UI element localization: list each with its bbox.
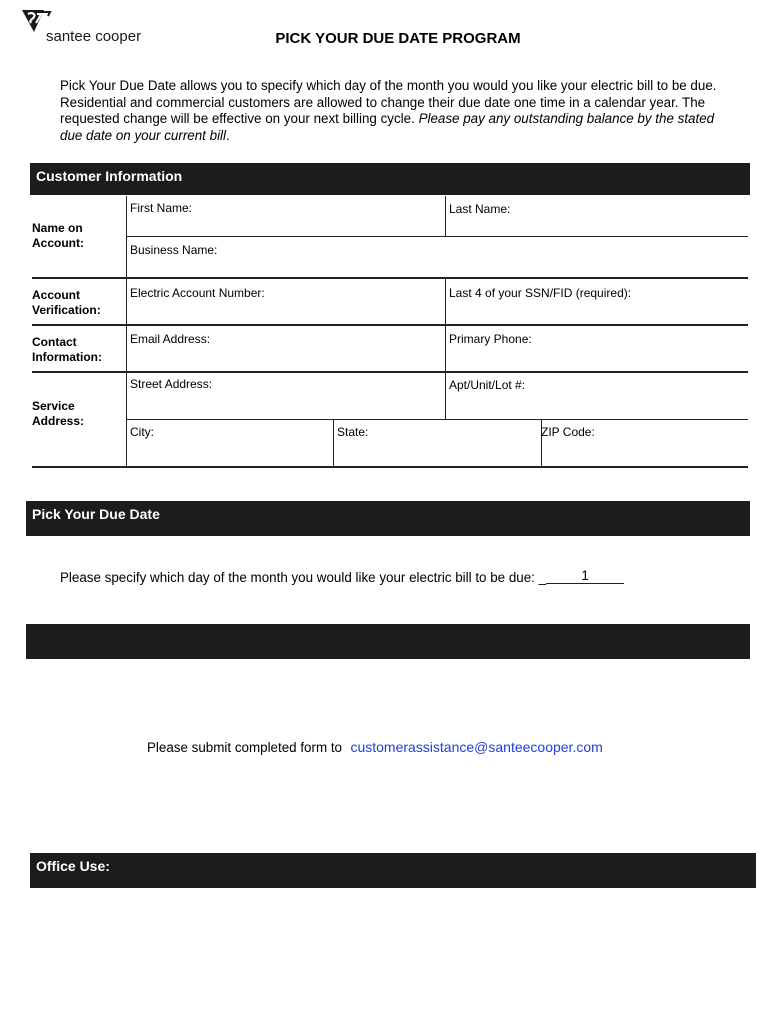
office-use-header — [30, 853, 756, 888]
email-address-field[interactable]: Email Address: — [130, 332, 211, 346]
due-date-prompt: Please specify which day of the month you would like your electric bill to be due: _ — [60, 570, 547, 585]
due-date-header — [26, 501, 750, 536]
submit-email-link[interactable]: customerassistance@santeecooper.com — [350, 739, 603, 755]
business-name-field[interactable]: Business Name: — [130, 243, 218, 257]
last-name-field[interactable]: Last Name: — [449, 202, 511, 216]
city-field[interactable]: City: — [130, 425, 154, 439]
ssn-last4-field[interactable]: Last 4 of your SSN/FID (required): — [449, 286, 632, 300]
submit-row — [147, 739, 603, 757]
service-address-label: Service Address: — [32, 399, 85, 428]
intro-paragraph — [60, 78, 720, 144]
electric-account-number-field[interactable]: Electric Account Number: — [130, 286, 265, 300]
primary-phone-field[interactable]: Primary Phone: — [449, 332, 532, 346]
first-name-field[interactable]: First Name: — [130, 201, 193, 215]
apt-unit-lot-field[interactable]: Apt/Unit/Lot #: — [449, 378, 526, 392]
customer-info-header — [30, 163, 750, 195]
name-on-account-label: Name on Account: — [32, 221, 84, 250]
zip-code-field[interactable]: ZIP Code: — [541, 425, 595, 439]
state-field[interactable]: State: — [337, 425, 369, 439]
account-verification-label: Account Verification: — [32, 288, 101, 317]
street-address-field[interactable]: Street Address: — [130, 377, 213, 391]
due-date-header-text: Pick Your Due Date — [32, 506, 160, 522]
customer-info-header-text: Customer Information — [36, 168, 183, 184]
due-date-row — [60, 570, 624, 586]
blank-divider-bar — [26, 624, 750, 659]
page-title: PICK YOUR DUE DATE PROGRAM — [275, 30, 521, 47]
office-use-header-text: Office Use: — [36, 858, 110, 874]
due-date-input[interactable]: 1 — [546, 568, 624, 584]
submit-text: Please submit completed form to — [147, 740, 342, 755]
intro-end: . — [226, 127, 230, 143]
intro-italic: Please pay any outstanding balance by the stated due date on your current bill — [60, 111, 715, 143]
contact-information-label: Contact Information: — [32, 335, 102, 364]
logo-text: santee cooper — [46, 28, 142, 45]
intro-plain: Pick Your Due Date allows you to specify which day of the month you would you like your electric bill to be due. Residential and commercial customers are allowed to change their due date one time in a calendar year. The requested change will be effective on your next billing cycle. — [60, 78, 717, 126]
